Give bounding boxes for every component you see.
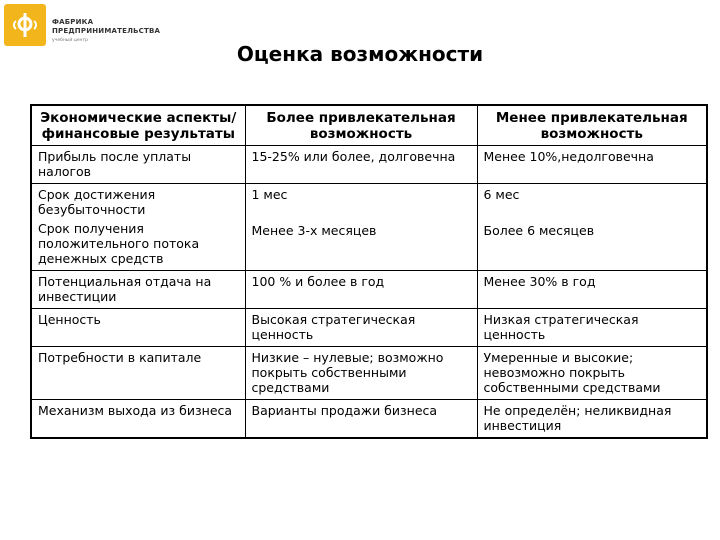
- cell-more: 15-25% или более, долговечна: [245, 146, 477, 184]
- table-row: [31, 309, 707, 347]
- logo-wordmark: [52, 18, 160, 36]
- page-title: Оценка возможности: [236, 42, 484, 66]
- logo-line-1: ФАБРИКА: [52, 18, 94, 26]
- sub-aspect-breakeven: Срок достижения безубыточности: [38, 187, 156, 217]
- cell-less: Менее 10%,недолговечна: [477, 146, 707, 184]
- header-aspects: Экономические аспекты/ финансовые результаты: [31, 105, 245, 146]
- cell-less: Умеренные и высокие; невозможно покрыть собственными средствами: [477, 347, 707, 400]
- cell-aspect: Механизм выхода из бизнеса: [31, 400, 245, 439]
- logo-line-2: ПРЕДПРИНИМАТЕЛЬСТВА: [52, 27, 161, 35]
- table-row: [31, 146, 707, 184]
- cell-less: Менее 30% в год: [477, 271, 707, 309]
- cell-more: 100 % и более в год: [245, 271, 477, 309]
- logo-subtitle: учебный центр: [52, 38, 88, 43]
- cell-more: Варианты продажи бизнеса: [245, 400, 477, 439]
- cell-less: Не определён; неликвидная инвестиция: [477, 400, 707, 439]
- table-row: [31, 271, 707, 309]
- cell-aspect: Ценность: [31, 309, 245, 347]
- header-less-attractive: Менее привлекательная возможность: [477, 105, 707, 146]
- table-header-row: [31, 105, 707, 146]
- cell-aspect: Потенциальная отдача на инвестиции: [31, 271, 245, 309]
- opportunity-table: [30, 104, 708, 439]
- ff-monogram-icon: [4, 4, 46, 46]
- sub-less-cashflow: Более 6 месяцев: [483, 223, 595, 238]
- sub-more-cashflow: Менее 3-х месяцев: [251, 223, 377, 238]
- cell-more: [245, 184, 477, 271]
- cell-aspect: Потребности в капитале: [31, 347, 245, 400]
- table-row: [31, 347, 707, 400]
- table-row: [31, 400, 707, 439]
- cell-more: Высокая стратегическая ценность: [245, 309, 477, 347]
- cell-less: Низкая стратегическая ценность: [477, 309, 707, 347]
- cell-aspect: [31, 184, 245, 271]
- header-more-attractive: Более привлекательная возможность: [245, 105, 477, 146]
- sub-aspect-cashflow: Срок получения положительного потока денежных средств: [38, 221, 200, 266]
- table-row: [31, 184, 707, 271]
- sub-more-breakeven: 1 мес: [251, 187, 288, 202]
- cell-more: Низкие – нулевые; возможно покрыть собственными средствами: [245, 347, 477, 400]
- cell-less: [477, 184, 707, 271]
- cell-aspect: Прибыль после уплаты налогов: [31, 146, 245, 184]
- sub-less-breakeven: 6 мес: [483, 187, 520, 202]
